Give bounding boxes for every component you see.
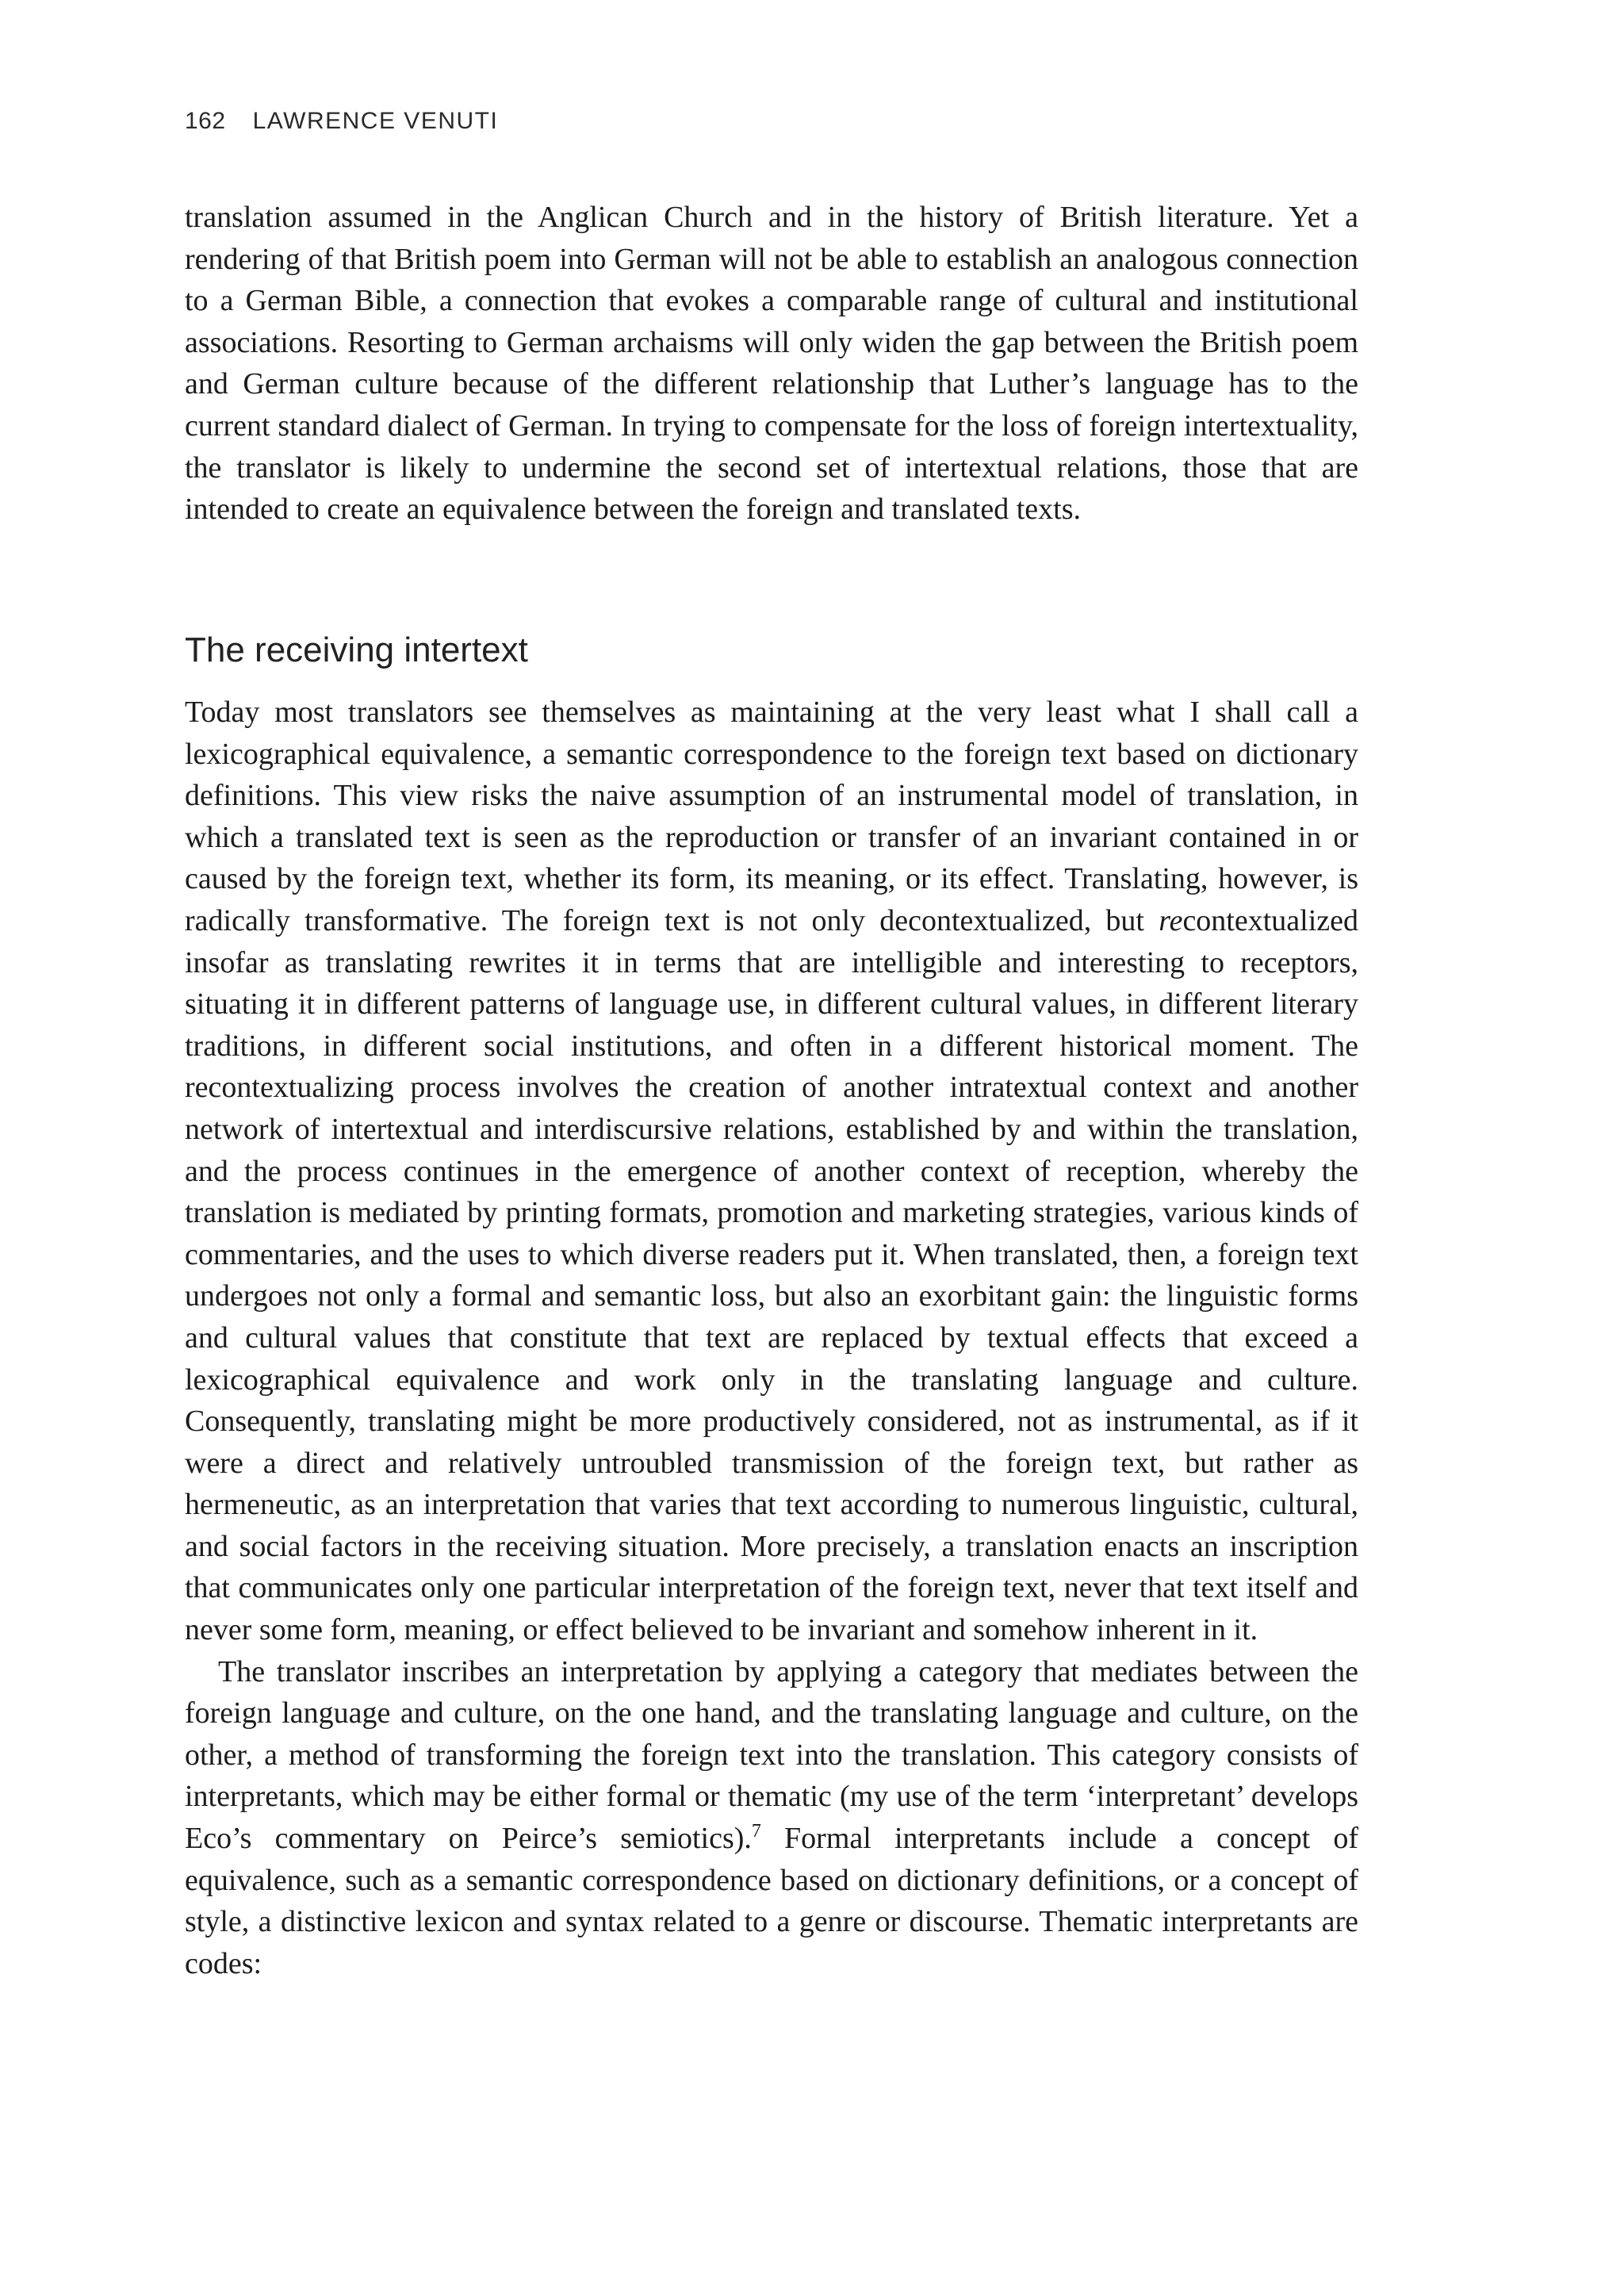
intro-paragraph: translation assumed in the Anglican Church and in the history of British literature. Yet a rendering of that British poem into German will not be able to establish an analogous connection to a German Bible, a connection that evokes a comparable range of cultural and institutional associations. Resorting to German archaisms will only widen the gap between the British poem and German culture because of the different relationship that Luther’s language has to the current standard dialect of German. In trying to compensate for the loss of foreign intertextuality, the translator is likely to undermine the second set of intertextual relations, those that are intended to create an equivalence between the foreign and translated texts. <box>185 201 1358 527</box>
italic-emphasis: re <box>1159 903 1183 937</box>
section-paragraph-1-part-a: Today most translators see themselves as maintaining at the very least what I shall call a lexicographical equivalence, a semantic correspondence to the foreign text based on dictionary definitions. This view risks the naive assumption of an instrumental model of translation, in which a translated text is seen as the reproduction or transfer of an invariant contained in or caused by the foreign text, whether its form, its meaning, or its effect. Translating, however, is radically transformative. The foreign text is not only decontextualized, but <box>185 696 1358 937</box>
running-head <box>185 108 498 135</box>
footnote-reference: 7 <box>751 1821 761 1842</box>
section-paragraph-1 <box>185 692 1358 1651</box>
section-paragraph-1-part-b: contextualized insofar as translating rewrites it in terms that are intelligible and interesting to receptors, situating it in different patterns of language use, in different cultural values, in different literary traditions, in different social institutions, and often in a different historical moment. The recontextualizing process involves the creation of another intratextual context and another network of intertextual and interdiscursive relations, established by and within the translation, and the process continues in the emergence of another context of reception, whereby the translation is mediated by printing formats, promotion and marketing strategies, various kinds of commentaries, and the uses to which diverse readers put it. When translated, then, a foreign text undergoes not only a formal and semantic loss, but also an exorbitant gain: the linguistic forms and cultural values that constitute that text are replaced by textual effects that exceed a lexicographical equivalence and work only in the translating language and culture. Consequently, translating might be more productively considered, not as instrumental, as if it were a direct and relatively untroubled transmission of the foreign text, but rather as hermeneutic, as an interpretation that varies that text according to numerous linguistic, cultural, and social factors in the receiving situation. More precisely, a translation enacts an inscription that communicates only one particular interpretation of the foreign text, never that text itself and never some form, meaning, or effect believed to be invariant and somehow inherent in it. <box>185 903 1358 1647</box>
page-number: 162 <box>185 108 226 134</box>
section-heading: The receiving intertext <box>185 630 528 669</box>
section-body <box>185 692 1358 1984</box>
section-paragraph-2 <box>185 1651 1358 1985</box>
running-head-author: LAWRENCE VENUTI <box>252 108 499 134</box>
section-paragraph-2-part-b: Formal interpretants include a concept of equivalence, such as a semantic correspondence based on dictionary definitions, or a concept of style, a distinctive lexicon and syntax related to a genre or discourse. Thematic interpretants are codes: <box>185 1822 1358 1980</box>
intro-paragraph-block <box>185 197 1358 531</box>
section-paragraph-2-part-a: The translator inscribes an interpretation by applying a category that mediates between the foreign language and culture, on the one hand, and the translating language and culture, on the other, a method of transforming the foreign text into the translation. This category consists of interpretants, which may be either formal or thematic (my use of the term ‘interpretant’ develops Eco’s commentary on Peirce’s semiotics). <box>185 1654 1358 1856</box>
